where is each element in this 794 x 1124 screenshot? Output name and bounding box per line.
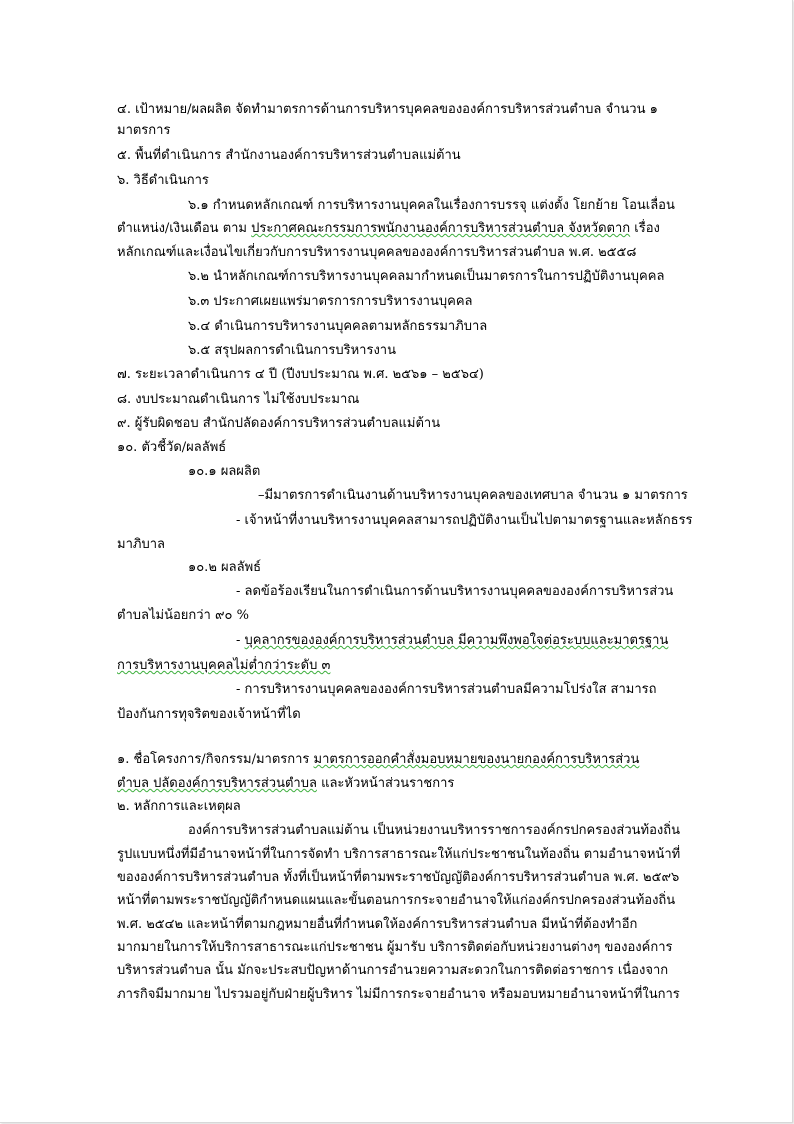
method-item-6-3: ๖.๓ ประกาศเผยแพร่มาตรการการบริหารงานบุคคล <box>188 294 473 309</box>
output-item-1: –มีมาตรการดำเนินงานด้านบริหารงานบุคคลของเทศบาล จำนวน ๑ มาตรการ <box>258 488 688 503</box>
method-item-6-1-cont2: หลักเกณฑ์และเงื่อนไขเกี่ยวกับการบริหารงานบุคคลขององค์การบริหารส่วนตำบล พ.ศ. ๒๕๕๘ <box>117 245 637 260</box>
rationale-para-line: ขององค์การบริหารส่วนตำบล ทั้งที่เป็นหน้าที่ตามพระราชบัญญัติองค์การบริหารส่วนตำบล พ.ศ. ๒๕๙๖ <box>117 870 680 885</box>
rationale-para-line: องค์การบริหารส่วนตำบลแม่ต้าน เป็นหน่วยงานบริหารราชการองค์กรปกครองส่วนท้องถิ่น <box>188 823 680 838</box>
goal-line: ๔. เป้าหมาย/ผลผลิต จัดทำมาตรการด้านการบริหารบุคคลขององค์การบริหารส่วนตำบล จำนวน ๑ <box>117 102 658 117</box>
outcome-item-2-cont: การบริหารงานบุคคลไม่ต่ำกว่าระดับ ๓ <box>117 658 331 673</box>
announcement-reference: ประกาศคณะกรรมการพนักงานองค์การบริหารส่วนตำบล จังหวัดตาก <box>251 221 631 236</box>
output-item-2: - เจ้าหน้าที่งานบริหารงานบุคคลสามารถปฏิบัติงานเป็นไปตามาตรฐานและหลักธรร <box>236 513 693 528</box>
outcome-item-3: - การบริหารงานบุคคลขององค์การบริหารส่วนตำบลมีความโปร่งใส สามารถ <box>236 682 657 697</box>
method-item-6-1-cont: ตำแหน่ง/เงินเดือน ตาม ประกาศคณะกรรมการพนักงานองค์การบริหารส่วนตำบล จังหวัดตาก เรื่อง <box>117 221 660 236</box>
area-line: ๕. พื้นที่ดำเนินการ สำนักงานองค์การบริหารส่วนตำบลแม่ต้าน <box>117 148 461 163</box>
outcome-item-3-cont: ป้องกันการทุจริตของเจ้าหน้าที่ได <box>117 707 301 722</box>
rationale-para-line: พ.ศ. ๒๕๔๒ และหน้าที่ตามกฎหมายอื่นที่กำหนดให้องค์การบริหารส่วนตำบล มีหน้าที่ต้องทำอีก <box>117 917 638 932</box>
outcome-item-1: - ลดข้อร้องเรียนในการดำเนินการด้านบริหารงานบุคคลขององค์การบริหารส่วน <box>236 584 674 599</box>
method-item-6-1: ๖.๑ กำหนดหลักเกณฑ์ การบริหารงานบุคคลในเรื่องการบรรจุ แต่งตั้ง โยกย้าย โอนเลื่อน <box>188 198 675 213</box>
rationale-para-line: มากมายในการให้บริการสาธารณะแก่ประชาชน ผู้มารับ บริการติดต่อกับหน่วยงานต่างๆ ขององค์การ <box>117 940 673 955</box>
rationale-para-line: ภารกิจมีมากมาย ไปรวมอยู่กับฝ่ายผู้บริหาร ไม่มีการกระจายอำนาจ หรือมอบหมายอำนาจหน้าที่ในการ <box>117 987 680 1002</box>
outcome-item-2: - บุคลากรขององค์การบริหารส่วนตำบล มีความพึงพอใจต่อระบบและมาตรฐาน <box>236 633 669 648</box>
method-item-6-4: ๖.๔ ดำเนินการบริหารงานบุคคลตามหลักธรรมาภิบาล <box>188 319 488 334</box>
outcome-heading: ๑๐.๒ ผลลัพธ์ <box>188 560 262 575</box>
goal-line-cont: มาตรการ <box>117 123 171 138</box>
output-heading: ๑๐.๑ ผลผลิต <box>188 464 261 479</box>
rationale-para-line: หน้าที่ตามพระราชบัญญัติกำหนดแผนและขั้นตอนการกระจายอำนาจให้แก่องค์กรปกครองส่วนท้องถิ่น <box>117 893 676 908</box>
project-name-line-cont: ตำบล ปลัดองค์การบริหารส่วนตำบล และหัวหน้าส่วนราชการ <box>117 776 455 791</box>
duration-line: ๗. ระยะเวลาดำเนินการ ๔ ปี (ปีงบประมาณ พ.ศ. ๒๕๖๑ – ๒๕๖๔) <box>117 367 484 382</box>
responsible-line: ๙. ผู้รับผิดชอบ สำนักปลัดองค์การบริหารส่วนตำบลแม่ต้าน <box>117 416 441 431</box>
indicator-heading: ๑๐. ตัวชี้วัด/ผลลัพธ์ <box>117 440 227 455</box>
rationale-heading: ๒. หลักการและเหตุผล <box>117 799 241 814</box>
method-item-6-2: ๖.๒ นำหลักเกณฑ์การบริหารงานบุคคลมากำหนดเป็นมาตรการในการปฏิบัติงานบุคคล <box>188 269 665 284</box>
method-item-6-5: ๖.๕ สรุปผลการดำเนินการบริหารงาน <box>188 343 396 358</box>
outcome-item-1-cont: ตำบลไม่น้อยกว่า ๙๐ % <box>117 608 249 623</box>
budget-line: ๘. งบประมาณดำเนินการ ไม่ใช้งบประมาณ <box>117 392 360 407</box>
method-heading: ๖. วิธีดำเนินการ <box>117 173 209 188</box>
project-name-line: ๑. ชื่อโครงการ/กิจกรรม/มาตรการ มาตรการออกคำสั่งมอบหมายของนายกองค์การบริหารส่วน <box>117 752 640 767</box>
rationale-para-line: รูปแบบหนึ่งที่มีอำนาจหน้าที่ในการจัดทำ บริการสาธารณะให้แก่ประชาชนในท้องถิ่น ตามอำนาจหน้าที่ <box>117 847 681 862</box>
rationale-para-line: บริหารส่วนตำบล นั้น มักจะประสบปัญหาด้านการอำนวยความสะดวกในการติดต่อราชการ เนื่องจาก <box>117 963 669 978</box>
output-item-2-cont: มาภิบาล <box>117 537 165 552</box>
